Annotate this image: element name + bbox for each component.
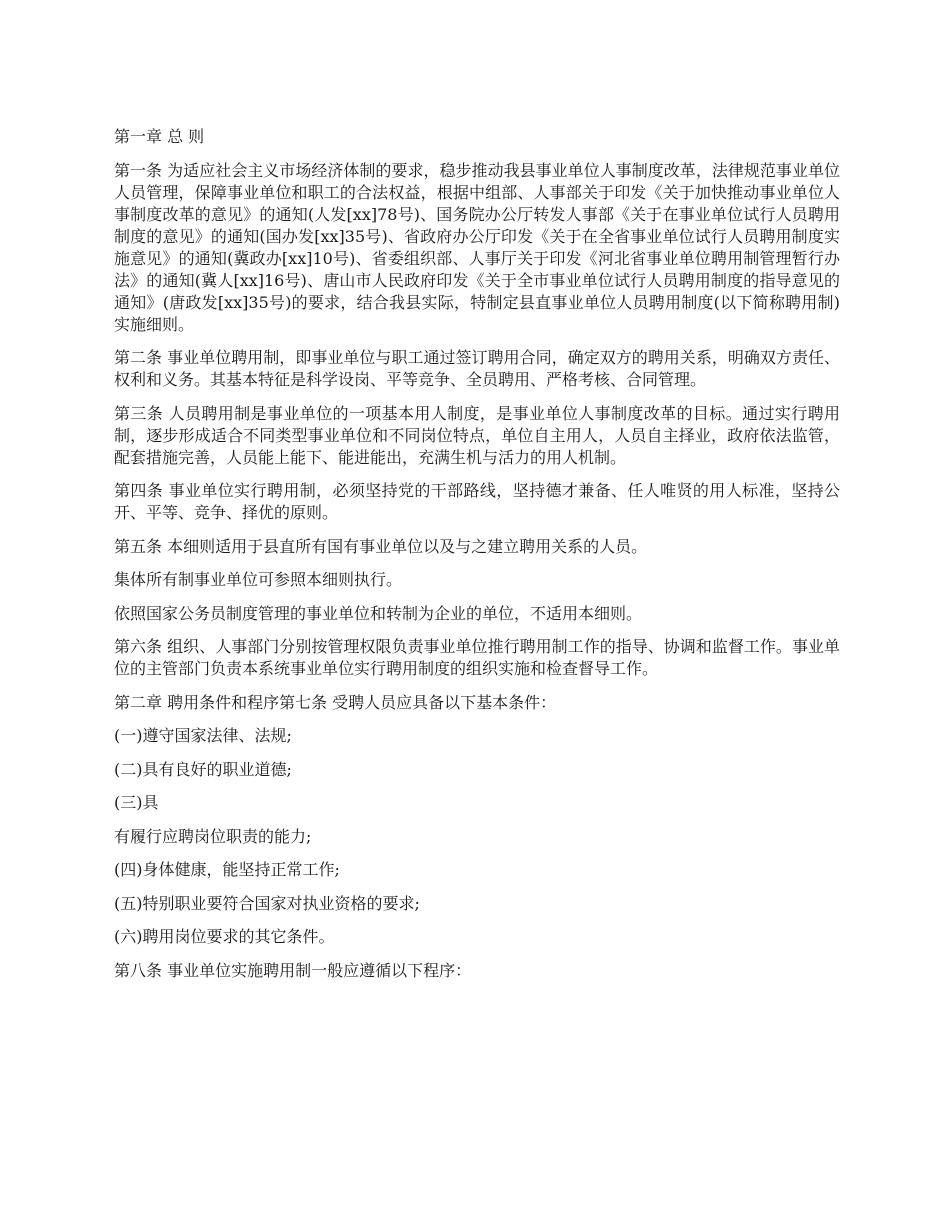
list-item: 有履行应聘岗位职责的能力; (114, 826, 312, 846)
list-item: (一)遵守国家法律、法规; (114, 726, 292, 745)
article-paragraph: 第四条 事业单位实行聘用制，必须坚持党的干部路线，坚持德才兼备、任人唯贤的用人标准，坚持公开、平等、竞争、择优的原则。 (114, 481, 840, 522)
list-item: (三)具 (114, 793, 159, 812)
article-paragraph: 第二条 事业单位聘用制，即事业单位与职工通过签订聘用合同，确定双方的聘用关系，明确双方责任、权利和义务。其基本特征是科学设岗、平等竞争、全员聘用、严格考核、合同管理。 (114, 348, 840, 389)
article-paragraph: 第五条 本细则适用于县直所有国有事业单位以及与之建立聘用关系的人员。 (114, 536, 648, 556)
list-item: (六)聘用岗位要求的其它条件。 (114, 927, 335, 946)
article-paragraph: 第八条 事业单位实施聘用制一般应遵循以下程序： (114, 960, 472, 980)
article-paragraph: 依照国家公务员制度管理的事业单位和转制为企业的单位，不适用本细则。 (114, 603, 643, 623)
list-item: (四)身体健康，能坚持正常工作; (114, 860, 340, 879)
document-body (114, 126, 840, 993)
article-paragraph: 第六条 组织、人事部门分别按管理权限负责事业单位推行聘用制工作的指导、协调和监督工作。事业单位的主管部门负责本系统事业单位实行聘用制度的组织实施和检查督导工作。 (114, 637, 840, 678)
chapter-heading: 第一章 总 则 (114, 127, 205, 146)
article-paragraph: 第三条 人员聘用制是事业单位的一项基本用人制度，是事业单位人事制度改革的目标。通过实行聘用制，逐步形成适合不同类型事业单位和不同岗位特点，单位自主用人，人员自主择业，政府依法监管，配套措施完善，人员能上能下、能进能出，充满生机与活力的用人机制。 (114, 403, 840, 467)
chapter-heading: 第二章 聘用条件和程序第七条 受聘人员应具备以下基本条件： (114, 692, 557, 712)
list-item: (五)特别职业要符合国家对执业资格的要求; (114, 893, 420, 913)
article-paragraph: 集体所有制事业单位可参照本细则执行。 (114, 570, 403, 589)
list-item: (二)具有良好的职业道德; (114, 759, 292, 779)
article-paragraph: 第一条 为适应社会主义市场经济体制的要求，稳步推动我县事业单位人事制度改革，法律规范事业单位人员管理，保障事业单位和职工的合法权益，根据中组部、人事部关于印发《关于加快推动事业单位人事制度改革的意见》的通知(人发[xx]78号)、国务院办公厅转发人事部《关于在事业单位试行人员聘用制度的意见》的通知(国办发[xx]35号)、省政府办公厅印发《关于在全省事业单位试行人员聘用制度实施意见》的通知(冀政办[xx]10号)、省委组织部、人事厅关于印发《河北省事业单位聘用制管理暂行办法》的通知(冀人[xx]16号)、唐山市人民政府印发《关于全市事业单位试行人员聘用制度的指导意见的通知》(唐政发[xx]35号)的要求，结合我县实际，特制定县直事业单位人员聘用制度(以下简称聘用制)实施细则。 (114, 160, 840, 334)
